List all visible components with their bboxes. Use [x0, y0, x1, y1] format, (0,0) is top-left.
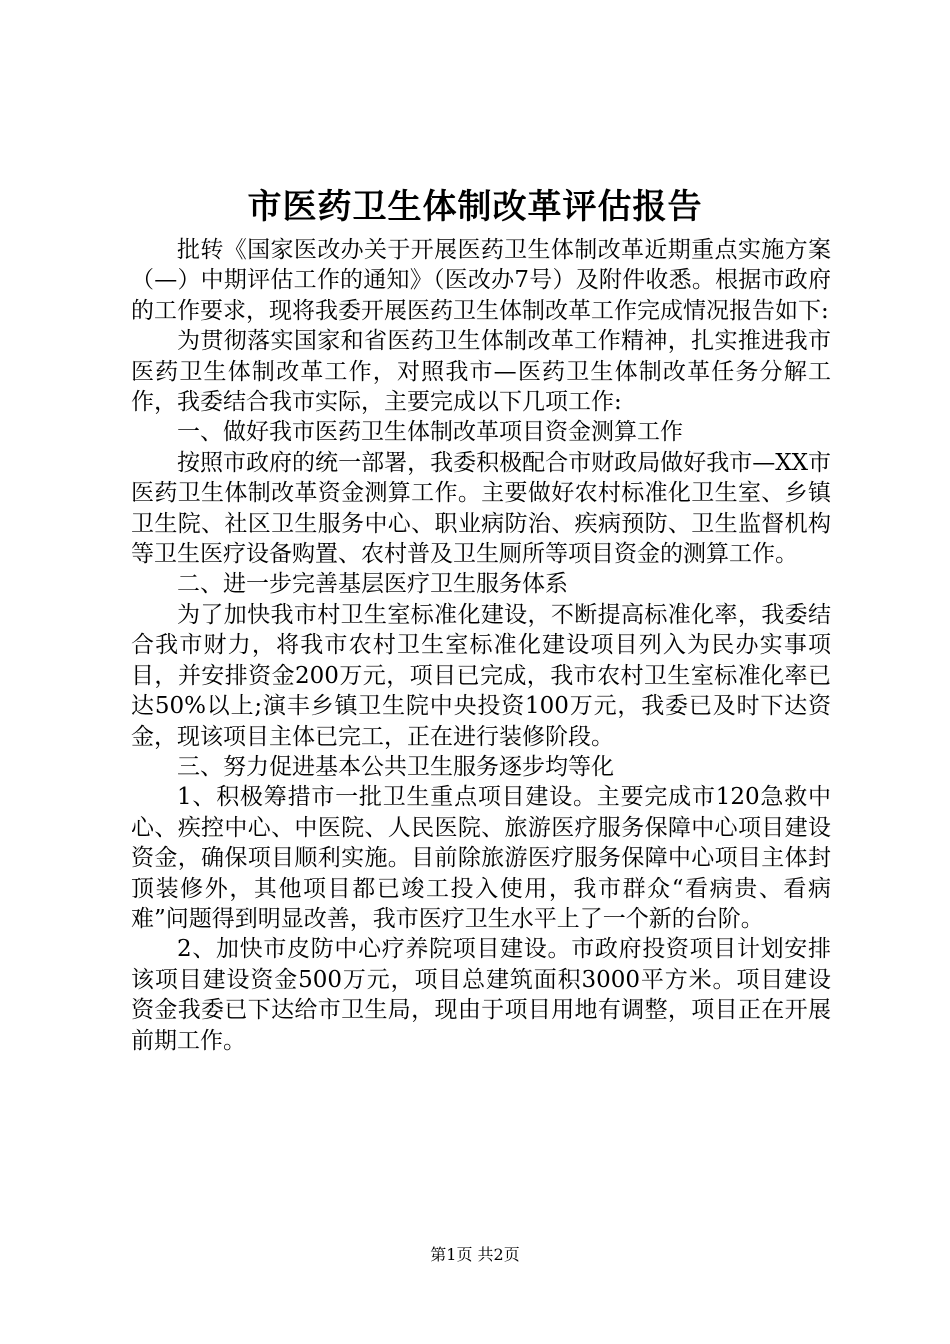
section-heading-3: 三、努力促进基本公共卫生服务逐步均等化	[177, 753, 614, 780]
page-footer: 第1页 共2页	[430, 1245, 520, 1264]
paragraph-intro: 批转《国家医改办关于开展医药卫生体制改革近期重点实施方案（—）中期评估工作的通知》（医改办7号）及附件收悉。根据市政府的工作要求，现将我委开展医药卫生体制改革工作完成情况报告如下:	[131, 237, 831, 324]
document-body	[131, 235, 831, 1056]
section-heading-2: 二、进一步完善基层医疗卫生服务体系	[177, 571, 568, 598]
paragraph-section-3-item-1: 1、积极筹措市一批卫生重点项目建设。主要完成市120急救中心、疾控中心、中医院、人民医院、旅游医疗服务保障中心项目建设资金，确保项目顺利实施。目前除旅游医疗服务保障中心项目主体封顶装修外，其他项目都已竣工投入使用，我市群众“看病贵、看病难”问题得到明显改善，我市医疗卫生水平上了一个新的台阶。	[131, 784, 831, 932]
paragraph-section-3-item-2: 2、加快市皮防中心疗养院项目建设。市政府投资项目计划安排该项目建设资金500万元，项目总建筑面积3000平方米。项目建设资金我委已下达给市卫生局，现由于项目用地有调整，项目正在开展前期工作。	[131, 936, 831, 1054]
paragraph-section-1: 按照市政府的统一部署，我委积极配合市财政局做好我市—XX市医药卫生体制改革资金测算工作。主要做好农村标准化卫生室、乡镇卫生院、社区卫生服务中心、职业病防治、疾病预防、卫生监督机构等卫生医疗设备购置、农村普及卫生厕所等项目资金的测算工作。	[131, 449, 831, 568]
paragraph-purpose: 为贯彻落实国家和省医药卫生体制改革工作精神，扎实推进我市医药卫生体制改革工作，对照我市—医药卫生体制改革任务分解工作，我委结合我市实际，主要完成以下几项工作:	[131, 328, 831, 416]
document-title: 市医药卫生体制改革评估报告	[247, 187, 703, 227]
section-heading-1: 一、做好我市医药卫生体制改革项目资金测算工作	[177, 419, 683, 446]
paragraph-section-2: 为了加快我市村卫生室标准化建设，不断提高标准化率，我委结合我市财力，将我市农村卫生室标准化建设项目列入为民办实事项目，并安排资金200万元，项目已完成，我市农村卫生室标准化率已达50%以上;演丰乡镇卫生院中央投资100万元，我委已及时下达资金，现该项目主体已完工，正在进行装修阶段。	[131, 601, 831, 750]
